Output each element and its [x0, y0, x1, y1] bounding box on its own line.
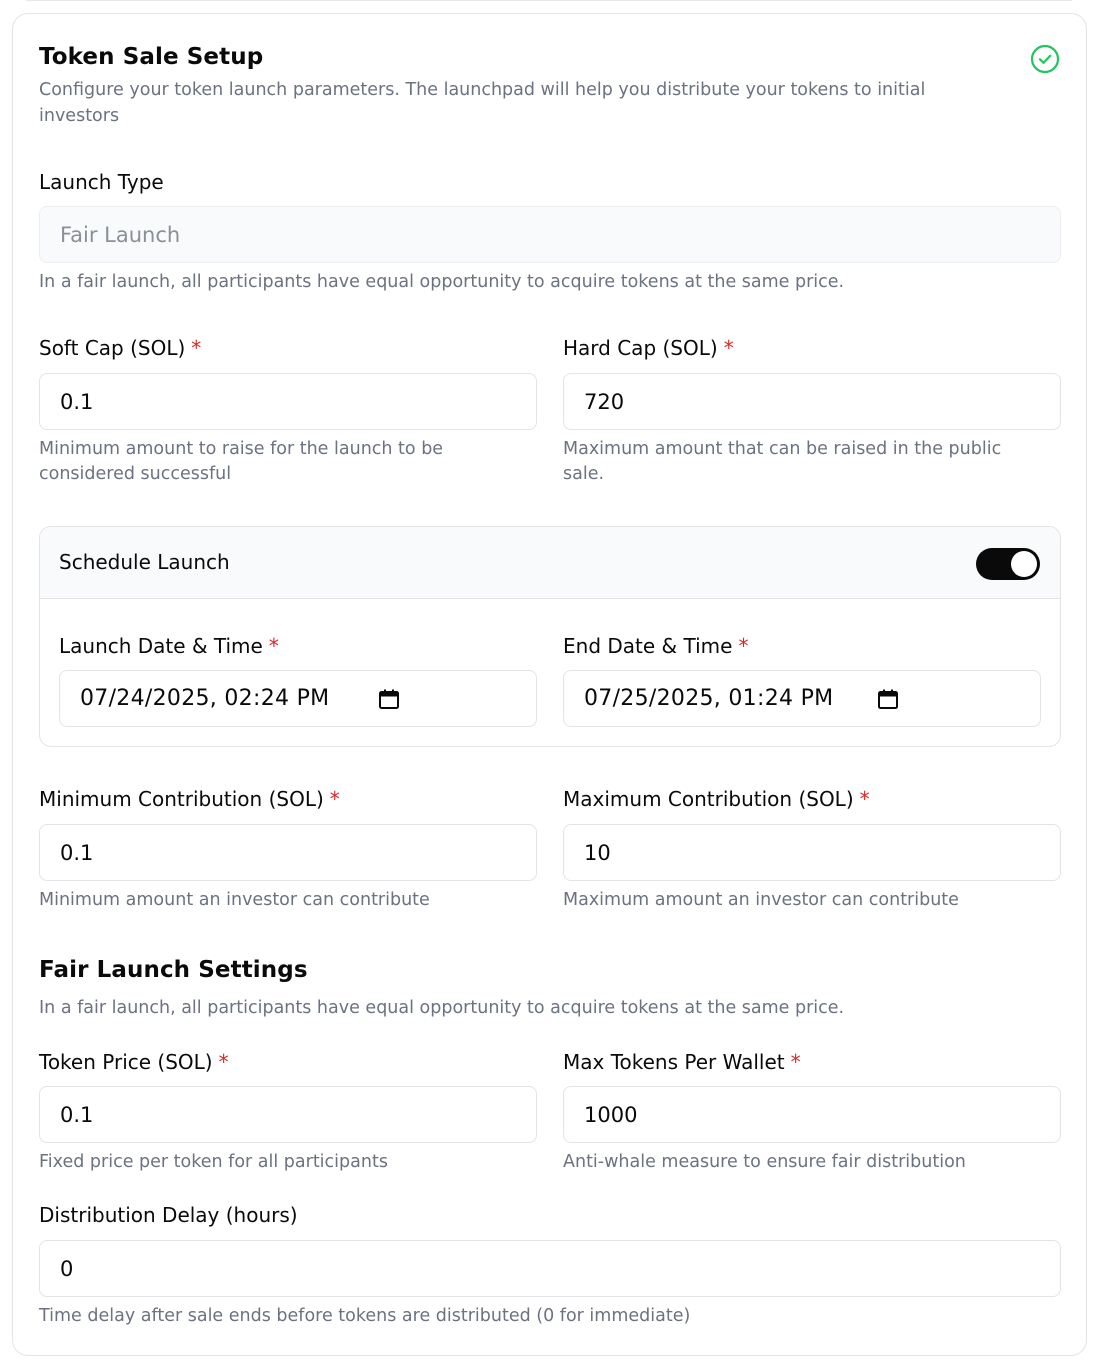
top-divider	[26, 0, 1072, 1]
required-marker: *	[723, 336, 734, 360]
launch-date-label	[59, 634, 279, 658]
launch-date-input[interactable]	[59, 670, 537, 727]
calendar-icon[interactable]	[378, 688, 400, 710]
launch-type-hint: In a fair launch, all participants have equal opportunity to acquire tokens at the same price.	[39, 272, 845, 292]
required-marker: *	[790, 1050, 801, 1074]
distribution-delay-hint: Time delay after sale ends before tokens are distributed (0 for immediate)	[39, 1306, 691, 1326]
min-contribution-label-text: Minimum Contribution (SOL)	[39, 787, 324, 811]
max-contribution-label	[563, 787, 870, 811]
hard-cap-hint: Maximum amount that can be raised in the public sale.	[563, 439, 1002, 484]
max-contribution-input[interactable]: 10	[563, 824, 1061, 881]
required-marker: *	[218, 1050, 229, 1074]
end-date-input[interactable]	[563, 670, 1041, 727]
token-price-label-text: Token Price (SOL)	[39, 1050, 213, 1074]
min-contribution-input[interactable]: 0.1	[39, 824, 537, 881]
toggle-knob	[1011, 551, 1037, 577]
max-tokens-label	[563, 1050, 801, 1074]
launch-type-field: Fair Launch	[39, 206, 1061, 263]
max-tokens-label-text: Max Tokens Per Wallet	[563, 1050, 785, 1074]
page-description: Configure your token launch parameters. The launchpad will help you distribute your tokens to initial investors	[39, 80, 926, 126]
soft-cap-label	[39, 336, 201, 360]
end-date-label	[563, 634, 748, 658]
required-marker: *	[738, 634, 749, 658]
hard-cap-label-text: Hard Cap (SOL)	[563, 336, 718, 360]
schedule-launch-title: Schedule Launch	[59, 550, 230, 574]
calendar-icon[interactable]	[877, 688, 899, 710]
end-date-value: 07/25/2025, 01:24 PM	[584, 686, 834, 711]
end-date-label-text: End Date & Time	[563, 634, 733, 658]
required-marker: *	[859, 787, 870, 811]
distribution-delay-input[interactable]: 0	[39, 1240, 1061, 1297]
required-marker: *	[329, 787, 340, 811]
required-marker: *	[268, 634, 279, 658]
schedule-launch-toggle[interactable]	[976, 548, 1040, 580]
soft-cap-label-text: Soft Cap (SOL)	[39, 336, 186, 360]
min-contribution-hint: Minimum amount an investor can contribute	[39, 890, 430, 910]
launch-date-value: 07/24/2025, 02:24 PM	[80, 686, 330, 711]
max-tokens-input[interactable]: 1000	[563, 1086, 1061, 1143]
token-price-input[interactable]: 0.1	[39, 1086, 537, 1143]
soft-cap-hint: Minimum amount to raise for the launch to be considered successful	[39, 439, 444, 484]
required-marker: *	[191, 336, 202, 360]
launch-date-label-text: Launch Date & Time	[59, 634, 263, 658]
hard-cap-label	[563, 336, 734, 360]
fair-launch-settings-title: Fair Launch Settings	[39, 957, 308, 983]
launch-type-label: Launch Type	[39, 170, 164, 194]
max-tokens-hint: Anti-whale measure to ensure fair distribution	[563, 1152, 966, 1172]
schedule-launch-header	[40, 527, 1060, 599]
fair-launch-settings-description: In a fair launch, all participants have equal opportunity to acquire tokens at the same price.	[39, 998, 845, 1018]
token-price-hint: Fixed price per token for all participants	[39, 1152, 388, 1172]
check-circle-icon	[1030, 44, 1060, 74]
max-contribution-label-text: Maximum Contribution (SOL)	[563, 787, 854, 811]
max-contribution-hint: Maximum amount an investor can contribute	[563, 890, 959, 910]
page-title: Token Sale Setup	[39, 44, 264, 70]
schedule-launch-panel	[39, 526, 1061, 747]
distribution-delay-label: Distribution Delay (hours)	[39, 1203, 298, 1227]
token-price-label	[39, 1050, 229, 1074]
hard-cap-input[interactable]: 720	[563, 373, 1061, 430]
soft-cap-input[interactable]: 0.1	[39, 373, 537, 430]
min-contribution-label	[39, 787, 340, 811]
